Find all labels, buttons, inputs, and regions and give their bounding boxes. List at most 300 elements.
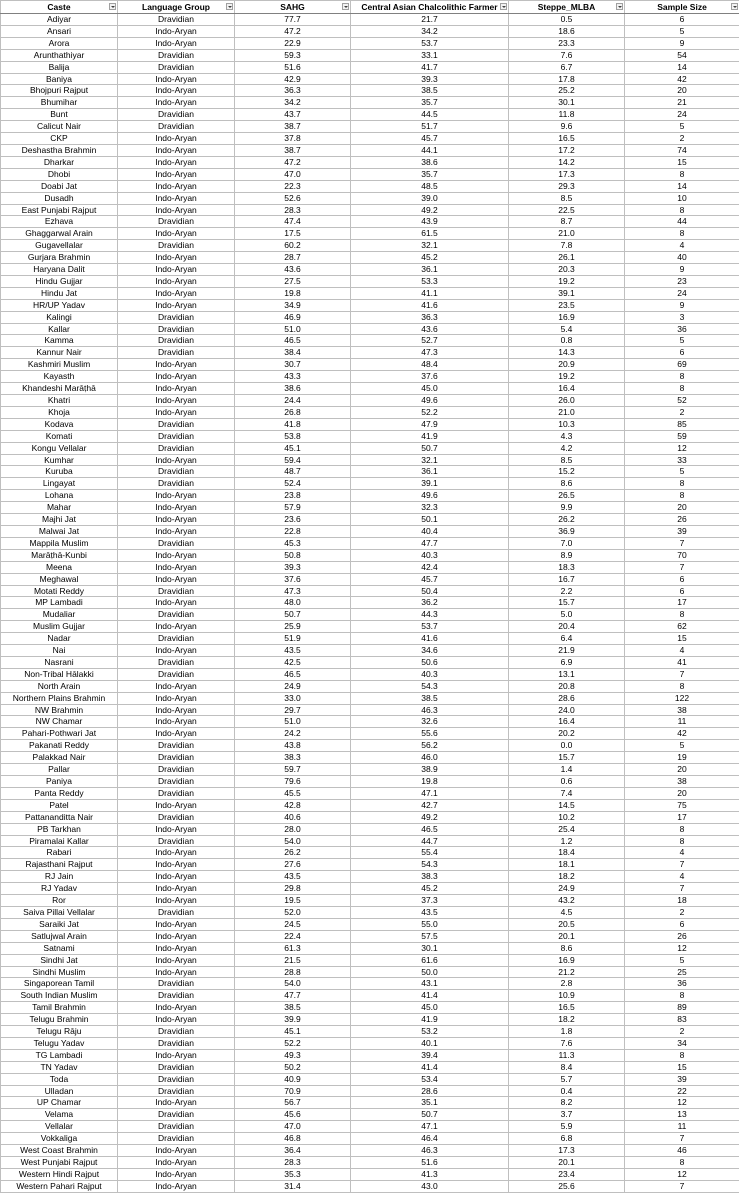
central-asian-chalcolithic-farmer-cell[interactable]: 47.7 — [351, 537, 509, 549]
caste-cell[interactable]: Komati — [1, 430, 118, 442]
caste-cell[interactable]: Kayasth — [1, 371, 118, 383]
sahg-cell[interactable]: 47.3 — [235, 585, 351, 597]
steppe-mlba-cell[interactable]: 17.3 — [509, 1145, 625, 1157]
steppe-mlba-cell[interactable]: 18.1 — [509, 859, 625, 871]
filter-dropdown-icon[interactable] — [731, 3, 738, 10]
sample-size-cell[interactable]: 36 — [625, 323, 739, 335]
caste-cell[interactable]: TN Yadav — [1, 1061, 118, 1073]
sahg-cell[interactable]: 27.6 — [235, 859, 351, 871]
language-group-cell[interactable]: Indo-Aryan — [118, 383, 235, 395]
steppe-mlba-cell[interactable]: 0.4 — [509, 1085, 625, 1097]
central-asian-chalcolithic-farmer-cell[interactable]: 41.6 — [351, 299, 509, 311]
sample-size-cell[interactable]: 5 — [625, 121, 739, 133]
central-asian-chalcolithic-farmer-cell[interactable]: 44.1 — [351, 144, 509, 156]
sahg-cell[interactable]: 45.6 — [235, 1109, 351, 1121]
language-group-cell[interactable]: Dravidian — [118, 61, 235, 73]
sample-size-cell[interactable]: 54 — [625, 49, 739, 61]
sahg-cell[interactable]: 21.5 — [235, 954, 351, 966]
sahg-cell[interactable]: 51.6 — [235, 61, 351, 73]
steppe-mlba-cell[interactable]: 6.8 — [509, 1133, 625, 1145]
language-group-cell[interactable]: Indo-Aryan — [118, 918, 235, 930]
central-asian-chalcolithic-farmer-cell[interactable]: 56.2 — [351, 740, 509, 752]
steppe-mlba-cell[interactable]: 25.4 — [509, 823, 625, 835]
sample-size-cell[interactable]: 6 — [625, 918, 739, 930]
central-asian-chalcolithic-farmer-cell[interactable]: 49.2 — [351, 204, 509, 216]
sahg-cell[interactable]: 31.4 — [235, 1180, 351, 1192]
sample-size-cell[interactable]: 59 — [625, 430, 739, 442]
caste-cell[interactable]: Dusadh — [1, 192, 118, 204]
steppe-mlba-cell[interactable]: 7.0 — [509, 537, 625, 549]
sample-size-cell[interactable]: 21 — [625, 97, 739, 109]
sample-size-cell[interactable]: 6 — [625, 585, 739, 597]
steppe-mlba-cell[interactable]: 10.9 — [509, 990, 625, 1002]
language-group-cell[interactable]: Indo-Aryan — [118, 954, 235, 966]
sahg-cell[interactable]: 22.9 — [235, 37, 351, 49]
steppe-mlba-cell[interactable]: 8.5 — [509, 192, 625, 204]
caste-cell[interactable]: CKP — [1, 133, 118, 145]
central-asian-chalcolithic-farmer-cell[interactable]: 38.5 — [351, 85, 509, 97]
central-asian-chalcolithic-farmer-cell[interactable]: 48.4 — [351, 359, 509, 371]
steppe-mlba-cell[interactable]: 20.4 — [509, 621, 625, 633]
caste-cell[interactable]: Marāṭhā-Kunbi — [1, 549, 118, 561]
caste-cell[interactable]: Panta Reddy — [1, 787, 118, 799]
steppe-mlba-cell[interactable]: 28.6 — [509, 692, 625, 704]
caste-cell[interactable]: Calicut Nair — [1, 121, 118, 133]
central-asian-chalcolithic-farmer-cell[interactable]: 49.2 — [351, 811, 509, 823]
sample-size-cell[interactable]: 2 — [625, 1026, 739, 1038]
language-group-cell[interactable]: Dravidian — [118, 906, 235, 918]
sahg-cell[interactable]: 39.3 — [235, 561, 351, 573]
caste-cell[interactable]: HR/UP Yadav — [1, 299, 118, 311]
steppe-mlba-cell[interactable]: 8.2 — [509, 1097, 625, 1109]
central-asian-chalcolithic-farmer-cell[interactable]: 35.1 — [351, 1097, 509, 1109]
central-asian-chalcolithic-farmer-cell[interactable]: 32.1 — [351, 454, 509, 466]
caste-cell[interactable]: Piramalai Kallar — [1, 835, 118, 847]
steppe-mlba-cell[interactable]: 8.6 — [509, 478, 625, 490]
steppe-mlba-cell[interactable]: 2.2 — [509, 585, 625, 597]
sample-size-cell[interactable]: 6 — [625, 14, 739, 26]
sahg-cell[interactable]: 70.9 — [235, 1085, 351, 1097]
sample-size-cell[interactable]: 4 — [625, 871, 739, 883]
central-asian-chalcolithic-farmer-cell[interactable]: 46.4 — [351, 1133, 509, 1145]
steppe-mlba-cell[interactable]: 14.2 — [509, 156, 625, 168]
language-group-cell[interactable]: Dravidian — [118, 787, 235, 799]
language-group-cell[interactable]: Dravidian — [118, 764, 235, 776]
sahg-cell[interactable]: 53.8 — [235, 430, 351, 442]
caste-cell[interactable]: Telugu Rāju — [1, 1026, 118, 1038]
sample-size-cell[interactable]: 41 — [625, 656, 739, 668]
caste-cell[interactable]: Satlujwal Arain — [1, 930, 118, 942]
steppe-mlba-cell[interactable]: 15.7 — [509, 752, 625, 764]
language-group-cell[interactable]: Dravidian — [118, 537, 235, 549]
steppe-mlba-cell[interactable]: 18.2 — [509, 1014, 625, 1026]
steppe-mlba-cell[interactable]: 10.3 — [509, 418, 625, 430]
sahg-cell[interactable]: 38.3 — [235, 752, 351, 764]
language-group-cell[interactable]: Indo-Aryan — [118, 930, 235, 942]
sample-size-cell[interactable]: 7 — [625, 561, 739, 573]
steppe-mlba-cell[interactable]: 25.2 — [509, 85, 625, 97]
sample-size-cell[interactable]: 20 — [625, 502, 739, 514]
central-asian-chalcolithic-farmer-cell[interactable]: 42.4 — [351, 561, 509, 573]
sahg-cell[interactable]: 27.5 — [235, 275, 351, 287]
steppe-mlba-cell[interactable]: 29.3 — [509, 180, 625, 192]
sample-size-cell[interactable]: 5 — [625, 335, 739, 347]
language-group-cell[interactable]: Indo-Aryan — [118, 561, 235, 573]
central-asian-chalcolithic-farmer-cell[interactable]: 45.7 — [351, 573, 509, 585]
central-asian-chalcolithic-farmer-cell[interactable]: 21.7 — [351, 14, 509, 26]
sample-size-cell[interactable]: 8 — [625, 1049, 739, 1061]
sample-size-cell[interactable]: 7 — [625, 1180, 739, 1192]
sahg-cell[interactable]: 46.8 — [235, 1133, 351, 1145]
sample-size-cell[interactable]: 15 — [625, 633, 739, 645]
steppe-mlba-cell[interactable]: 6.4 — [509, 633, 625, 645]
steppe-mlba-cell[interactable]: 19.2 — [509, 275, 625, 287]
sample-size-cell[interactable]: 17 — [625, 597, 739, 609]
steppe-mlba-cell[interactable]: 16.7 — [509, 573, 625, 585]
sahg-cell[interactable]: 25.9 — [235, 621, 351, 633]
sample-size-cell[interactable]: 4 — [625, 847, 739, 859]
language-group-cell[interactable]: Dravidian — [118, 109, 235, 121]
central-asian-chalcolithic-farmer-cell[interactable]: 49.6 — [351, 395, 509, 407]
sahg-cell[interactable]: 61.3 — [235, 942, 351, 954]
language-group-cell[interactable]: Dravidian — [118, 347, 235, 359]
sample-size-cell[interactable]: 8 — [625, 490, 739, 502]
caste-cell[interactable]: Tamil Brahmin — [1, 1002, 118, 1014]
language-group-cell[interactable]: Dravidian — [118, 1085, 235, 1097]
sample-size-cell[interactable]: 6 — [625, 347, 739, 359]
sample-size-cell[interactable]: 11 — [625, 1121, 739, 1133]
language-group-cell[interactable]: Indo-Aryan — [118, 275, 235, 287]
sample-size-cell[interactable]: 7 — [625, 668, 739, 680]
sample-size-cell[interactable]: 9 — [625, 264, 739, 276]
language-group-cell[interactable]: Indo-Aryan — [118, 490, 235, 502]
language-group-cell[interactable]: Dravidian — [118, 121, 235, 133]
language-group-cell[interactable]: Dravidian — [118, 990, 235, 1002]
steppe-mlba-cell[interactable]: 24.0 — [509, 704, 625, 716]
central-asian-chalcolithic-farmer-cell[interactable]: 41.9 — [351, 430, 509, 442]
central-asian-chalcolithic-farmer-cell[interactable]: 34.2 — [351, 25, 509, 37]
caste-cell[interactable]: Gurjara Brahmin — [1, 252, 118, 264]
caste-cell[interactable]: Non-Tribal Hālakki — [1, 668, 118, 680]
steppe-mlba-cell[interactable]: 14.5 — [509, 799, 625, 811]
steppe-mlba-cell[interactable]: 8.4 — [509, 1061, 625, 1073]
central-asian-chalcolithic-farmer-cell[interactable]: 50.7 — [351, 442, 509, 454]
steppe-mlba-cell[interactable]: 17.3 — [509, 168, 625, 180]
language-group-cell[interactable]: Indo-Aryan — [118, 823, 235, 835]
caste-cell[interactable]: Saraiki Jat — [1, 918, 118, 930]
steppe-mlba-cell[interactable]: 20.2 — [509, 728, 625, 740]
language-group-cell[interactable]: Indo-Aryan — [118, 728, 235, 740]
sample-size-cell[interactable]: 23 — [625, 275, 739, 287]
language-group-cell[interactable]: Dravidian — [118, 49, 235, 61]
steppe-mlba-cell[interactable]: 6.9 — [509, 656, 625, 668]
central-asian-chalcolithic-farmer-cell[interactable]: 52.2 — [351, 406, 509, 418]
sahg-cell[interactable]: 33.0 — [235, 692, 351, 704]
steppe-mlba-cell[interactable]: 1.2 — [509, 835, 625, 847]
central-asian-chalcolithic-farmer-cell[interactable]: 44.3 — [351, 609, 509, 621]
sahg-cell[interactable]: 41.8 — [235, 418, 351, 430]
language-group-cell[interactable]: Dravidian — [118, 978, 235, 990]
central-asian-chalcolithic-farmer-cell[interactable]: 19.8 — [351, 776, 509, 788]
central-asian-chalcolithic-farmer-cell[interactable]: 41.4 — [351, 990, 509, 1002]
steppe-mlba-cell[interactable]: 15.7 — [509, 597, 625, 609]
caste-cell[interactable]: MP Lambadi — [1, 597, 118, 609]
sample-size-cell[interactable]: 8 — [625, 990, 739, 1002]
steppe-mlba-cell[interactable]: 4.2 — [509, 442, 625, 454]
filter-dropdown-icon[interactable] — [226, 3, 233, 10]
caste-cell[interactable]: Sindhi Muslim — [1, 966, 118, 978]
central-asian-chalcolithic-farmer-cell[interactable]: 44.7 — [351, 835, 509, 847]
caste-cell[interactable]: Balija — [1, 61, 118, 73]
language-group-cell[interactable]: Indo-Aryan — [118, 1049, 235, 1061]
caste-cell[interactable]: Patel — [1, 799, 118, 811]
caste-cell[interactable]: Haryana Dalit — [1, 264, 118, 276]
caste-cell[interactable]: Gugavellalar — [1, 240, 118, 252]
sahg-cell[interactable]: 51.9 — [235, 633, 351, 645]
sahg-cell[interactable]: 22.8 — [235, 525, 351, 537]
column-header-caste[interactable] — [1, 1, 118, 14]
sahg-cell[interactable]: 34.2 — [235, 97, 351, 109]
language-group-cell[interactable]: Indo-Aryan — [118, 549, 235, 561]
filter-dropdown-icon[interactable] — [616, 3, 623, 10]
central-asian-chalcolithic-farmer-cell[interactable]: 52.7 — [351, 335, 509, 347]
sahg-cell[interactable]: 52.4 — [235, 478, 351, 490]
caste-cell[interactable]: Western Hindi Rajput — [1, 1168, 118, 1180]
steppe-mlba-cell[interactable]: 0.0 — [509, 740, 625, 752]
steppe-mlba-cell[interactable]: 8.7 — [509, 216, 625, 228]
central-asian-chalcolithic-farmer-cell[interactable]: 39.3 — [351, 73, 509, 85]
sahg-cell[interactable]: 37.6 — [235, 573, 351, 585]
caste-cell[interactable]: Pattananditta Nair — [1, 811, 118, 823]
sahg-cell[interactable]: 59.4 — [235, 454, 351, 466]
caste-cell[interactable]: Rajasthani Rajput — [1, 859, 118, 871]
steppe-mlba-cell[interactable]: 19.2 — [509, 371, 625, 383]
steppe-mlba-cell[interactable]: 7.4 — [509, 787, 625, 799]
sample-size-cell[interactable]: 6 — [625, 573, 739, 585]
language-group-cell[interactable]: Indo-Aryan — [118, 573, 235, 585]
language-group-cell[interactable]: Indo-Aryan — [118, 144, 235, 156]
steppe-mlba-cell[interactable]: 8.5 — [509, 454, 625, 466]
language-group-cell[interactable]: Indo-Aryan — [118, 371, 235, 383]
sample-size-cell[interactable]: 39 — [625, 525, 739, 537]
central-asian-chalcolithic-farmer-cell[interactable]: 36.3 — [351, 311, 509, 323]
language-group-cell[interactable]: Indo-Aryan — [118, 97, 235, 109]
steppe-mlba-cell[interactable]: 23.4 — [509, 1168, 625, 1180]
caste-cell[interactable]: Kalingi — [1, 311, 118, 323]
caste-cell[interactable]: Muslim Gujjar — [1, 621, 118, 633]
central-asian-chalcolithic-farmer-cell[interactable]: 41.7 — [351, 61, 509, 73]
caste-cell[interactable]: Kumhar — [1, 454, 118, 466]
language-group-cell[interactable]: Dravidian — [118, 585, 235, 597]
language-group-cell[interactable]: Indo-Aryan — [118, 1168, 235, 1180]
language-group-cell[interactable]: Indo-Aryan — [118, 1002, 235, 1014]
sahg-cell[interactable]: 22.3 — [235, 180, 351, 192]
filter-dropdown-icon[interactable] — [109, 3, 116, 10]
sample-size-cell[interactable]: 40 — [625, 252, 739, 264]
caste-cell[interactable]: PB Tarkhan — [1, 823, 118, 835]
caste-cell[interactable]: Telugu Yadav — [1, 1037, 118, 1049]
central-asian-chalcolithic-farmer-cell[interactable]: 40.1 — [351, 1037, 509, 1049]
central-asian-chalcolithic-farmer-cell[interactable]: 46.3 — [351, 1145, 509, 1157]
central-asian-chalcolithic-farmer-cell[interactable]: 40.3 — [351, 668, 509, 680]
sample-size-cell[interactable]: 8 — [625, 168, 739, 180]
caste-cell[interactable]: Majhi Jat — [1, 514, 118, 526]
sahg-cell[interactable]: 48.0 — [235, 597, 351, 609]
sample-size-cell[interactable]: 12 — [625, 942, 739, 954]
language-group-cell[interactable]: Dravidian — [118, 1073, 235, 1085]
sahg-cell[interactable]: 43.5 — [235, 645, 351, 657]
central-asian-chalcolithic-farmer-cell[interactable]: 30.1 — [351, 942, 509, 954]
sahg-cell[interactable]: 52.6 — [235, 192, 351, 204]
sahg-cell[interactable]: 42.9 — [235, 73, 351, 85]
central-asian-chalcolithic-farmer-cell[interactable]: 43.9 — [351, 216, 509, 228]
steppe-mlba-cell[interactable]: 21.0 — [509, 228, 625, 240]
caste-cell[interactable]: Doabi Jat — [1, 180, 118, 192]
steppe-mlba-cell[interactable]: 18.2 — [509, 871, 625, 883]
sample-size-cell[interactable]: 8 — [625, 835, 739, 847]
sahg-cell[interactable]: 23.6 — [235, 514, 351, 526]
sample-size-cell[interactable]: 8 — [625, 371, 739, 383]
central-asian-chalcolithic-farmer-cell[interactable]: 43.5 — [351, 906, 509, 918]
language-group-cell[interactable]: Dravidian — [118, 633, 235, 645]
sahg-cell[interactable]: 38.5 — [235, 1002, 351, 1014]
sample-size-cell[interactable]: 12 — [625, 1168, 739, 1180]
sahg-cell[interactable]: 43.3 — [235, 371, 351, 383]
steppe-mlba-cell[interactable]: 8.9 — [509, 549, 625, 561]
central-asian-chalcolithic-farmer-cell[interactable]: 39.0 — [351, 192, 509, 204]
sahg-cell[interactable]: 60.2 — [235, 240, 351, 252]
sample-size-cell[interactable]: 8 — [625, 478, 739, 490]
language-group-cell[interactable]: Indo-Aryan — [118, 192, 235, 204]
sahg-cell[interactable]: 43.5 — [235, 871, 351, 883]
caste-cell[interactable]: Lohana — [1, 490, 118, 502]
language-group-cell[interactable]: Indo-Aryan — [118, 25, 235, 37]
steppe-mlba-cell[interactable]: 22.5 — [509, 204, 625, 216]
sample-size-cell[interactable]: 11 — [625, 716, 739, 728]
steppe-mlba-cell[interactable]: 16.9 — [509, 311, 625, 323]
sahg-cell[interactable]: 50.8 — [235, 549, 351, 561]
language-group-cell[interactable]: Dravidian — [118, 752, 235, 764]
caste-cell[interactable]: Ghaggarwal Arain — [1, 228, 118, 240]
steppe-mlba-cell[interactable]: 26.0 — [509, 395, 625, 407]
sahg-cell[interactable]: 45.5 — [235, 787, 351, 799]
central-asian-chalcolithic-farmer-cell[interactable]: 38.5 — [351, 692, 509, 704]
steppe-mlba-cell[interactable]: 17.8 — [509, 73, 625, 85]
sample-size-cell[interactable]: 5 — [625, 466, 739, 478]
sahg-cell[interactable]: 19.8 — [235, 287, 351, 299]
caste-cell[interactable]: Saiva Pillai Vellalar — [1, 906, 118, 918]
caste-cell[interactable]: Singaporean Tamil — [1, 978, 118, 990]
language-group-cell[interactable]: Indo-Aryan — [118, 252, 235, 264]
central-asian-chalcolithic-farmer-cell[interactable]: 47.1 — [351, 1121, 509, 1133]
language-group-cell[interactable]: Indo-Aryan — [118, 680, 235, 692]
caste-cell[interactable]: Kongu Vellalar — [1, 442, 118, 454]
central-asian-chalcolithic-farmer-cell[interactable]: 40.4 — [351, 525, 509, 537]
sample-size-cell[interactable]: 38 — [625, 704, 739, 716]
sahg-cell[interactable]: 50.2 — [235, 1061, 351, 1073]
central-asian-chalcolithic-farmer-cell[interactable]: 53.4 — [351, 1073, 509, 1085]
central-asian-chalcolithic-farmer-cell[interactable]: 45.0 — [351, 383, 509, 395]
central-asian-chalcolithic-farmer-cell[interactable]: 53.7 — [351, 621, 509, 633]
sample-size-cell[interactable]: 85 — [625, 418, 739, 430]
sample-size-cell[interactable]: 8 — [625, 204, 739, 216]
steppe-mlba-cell[interactable]: 21.0 — [509, 406, 625, 418]
sahg-cell[interactable]: 51.0 — [235, 323, 351, 335]
central-asian-chalcolithic-farmer-cell[interactable]: 32.3 — [351, 502, 509, 514]
sample-size-cell[interactable]: 5 — [625, 954, 739, 966]
language-group-cell[interactable]: Indo-Aryan — [118, 883, 235, 895]
sahg-cell[interactable]: 43.8 — [235, 740, 351, 752]
central-asian-chalcolithic-farmer-cell[interactable]: 54.3 — [351, 680, 509, 692]
sahg-cell[interactable]: 26.8 — [235, 406, 351, 418]
steppe-mlba-cell[interactable]: 11.8 — [509, 109, 625, 121]
sample-size-cell[interactable]: 20 — [625, 787, 739, 799]
sahg-cell[interactable]: 26.2 — [235, 847, 351, 859]
caste-cell[interactable]: Satnami — [1, 942, 118, 954]
language-group-cell[interactable]: Indo-Aryan — [118, 133, 235, 145]
sahg-cell[interactable]: 47.2 — [235, 156, 351, 168]
central-asian-chalcolithic-farmer-cell[interactable]: 50.7 — [351, 1109, 509, 1121]
caste-cell[interactable]: RJ Jain — [1, 871, 118, 883]
sahg-cell[interactable]: 28.3 — [235, 1157, 351, 1169]
central-asian-chalcolithic-farmer-cell[interactable]: 61.6 — [351, 954, 509, 966]
caste-cell[interactable]: Nai — [1, 645, 118, 657]
language-group-cell[interactable]: Indo-Aryan — [118, 525, 235, 537]
steppe-mlba-cell[interactable]: 9.6 — [509, 121, 625, 133]
sahg-cell[interactable]: 36.3 — [235, 85, 351, 97]
sample-size-cell[interactable]: 4 — [625, 645, 739, 657]
sample-size-cell[interactable]: 46 — [625, 1145, 739, 1157]
language-group-cell[interactable]: Indo-Aryan — [118, 168, 235, 180]
sample-size-cell[interactable]: 22 — [625, 1085, 739, 1097]
language-group-cell[interactable]: Indo-Aryan — [118, 406, 235, 418]
sahg-cell[interactable]: 77.7 — [235, 14, 351, 26]
sahg-cell[interactable]: 45.1 — [235, 442, 351, 454]
language-group-cell[interactable]: Dravidian — [118, 740, 235, 752]
language-group-cell[interactable]: Dravidian — [118, 323, 235, 335]
sahg-cell[interactable]: 40.9 — [235, 1073, 351, 1085]
caste-cell[interactable]: Bhojpuri Rajput — [1, 85, 118, 97]
steppe-mlba-cell[interactable]: 13.1 — [509, 668, 625, 680]
steppe-mlba-cell[interactable]: 20.5 — [509, 918, 625, 930]
sample-size-cell[interactable]: 9 — [625, 37, 739, 49]
language-group-cell[interactable]: Indo-Aryan — [118, 966, 235, 978]
caste-cell[interactable]: Kodava — [1, 418, 118, 430]
sahg-cell[interactable]: 51.0 — [235, 716, 351, 728]
caste-cell[interactable]: Lingayat — [1, 478, 118, 490]
sample-size-cell[interactable]: 20 — [625, 85, 739, 97]
caste-cell[interactable]: TG Lambadi — [1, 1049, 118, 1061]
steppe-mlba-cell[interactable]: 16.4 — [509, 716, 625, 728]
caste-cell[interactable]: Kashmiri Muslim — [1, 359, 118, 371]
sahg-cell[interactable]: 29.8 — [235, 883, 351, 895]
sample-size-cell[interactable]: 12 — [625, 442, 739, 454]
sahg-cell[interactable]: 39.9 — [235, 1014, 351, 1026]
central-asian-chalcolithic-farmer-cell[interactable]: 41.3 — [351, 1168, 509, 1180]
steppe-mlba-cell[interactable]: 5.4 — [509, 323, 625, 335]
central-asian-chalcolithic-farmer-cell[interactable]: 48.5 — [351, 180, 509, 192]
sample-size-cell[interactable]: 15 — [625, 1061, 739, 1073]
caste-cell[interactable]: Palakkad Nair — [1, 752, 118, 764]
language-group-cell[interactable]: Dravidian — [118, 835, 235, 847]
caste-cell[interactable]: Deshastha Brahmin — [1, 144, 118, 156]
sample-size-cell[interactable]: 5 — [625, 740, 739, 752]
language-group-cell[interactable]: Indo-Aryan — [118, 228, 235, 240]
steppe-mlba-cell[interactable]: 30.1 — [509, 97, 625, 109]
sahg-cell[interactable]: 28.0 — [235, 823, 351, 835]
language-group-cell[interactable]: Indo-Aryan — [118, 180, 235, 192]
language-group-cell[interactable]: Indo-Aryan — [118, 597, 235, 609]
